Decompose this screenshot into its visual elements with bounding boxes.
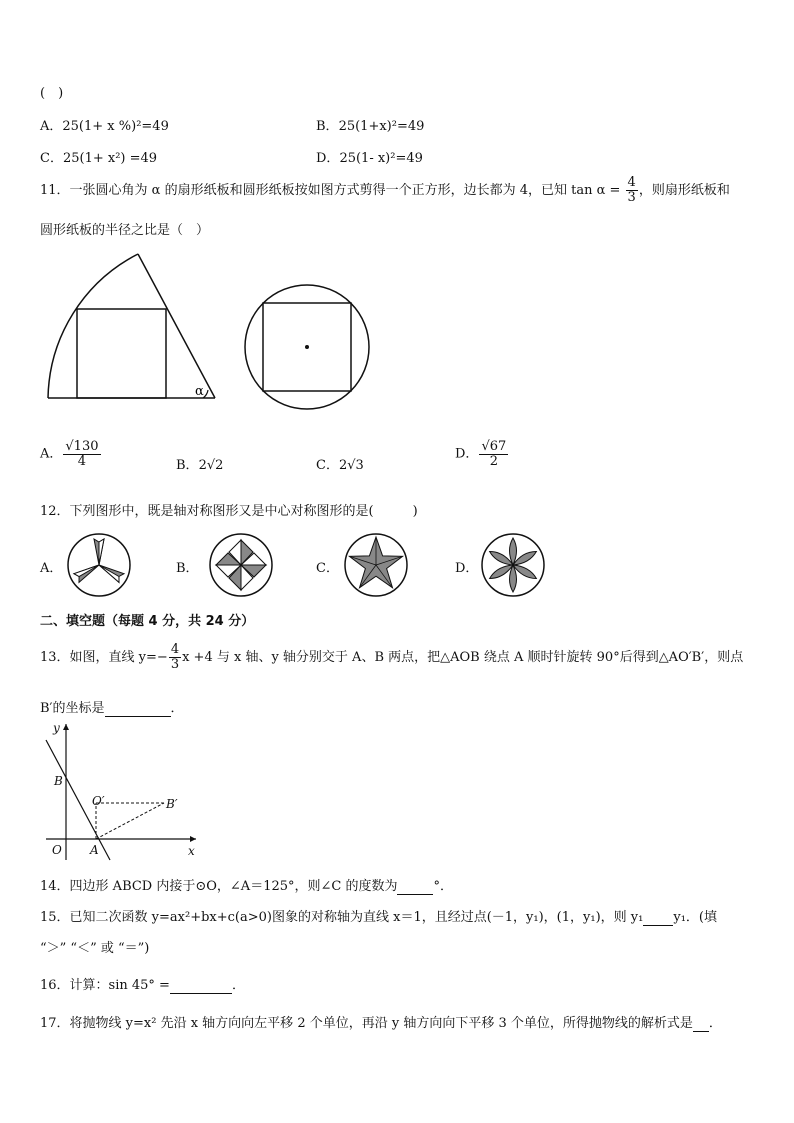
q14-answer-blank[interactable] <box>397 879 433 895</box>
q11-option-a: A． $\frac{√130}{4}$ <box>40 439 99 469</box>
alpha-label: α <box>195 384 204 399</box>
q12-option-a-label: A． <box>40 561 63 576</box>
q10-option-d: D．25(1- x)²=49 <box>316 151 423 166</box>
q17-stem: 17．将抛物线 y=x² 先沿 x 轴方向向左平移 2 个单位，再沿 y 轴方向向下平移 3 个单位，所得抛物线的解析式是 ． <box>40 1016 722 1031</box>
q11-option-c: C．2√3 <box>316 458 364 473</box>
q16-stem: 16．计算：sin 45° = ． <box>40 978 245 993</box>
q12-stem: 12．下列图形中，既是轴对称图形又是中心对称图形的是( ) <box>40 504 418 519</box>
q13-answer-blank[interactable] <box>105 701 171 717</box>
q15-stem-line2: “＞” “＜” 或 “＝”) <box>40 941 150 956</box>
q12-figure-a-tri-blade <box>66 532 132 598</box>
q12-option-c-label: C． <box>316 561 339 576</box>
q11-option-d: D． $\frac{√67}{2}$ <box>455 439 507 469</box>
q11-tan-fraction: $\frac{4}{3}$ <box>627 175 636 205</box>
q12-option-d-label: D． <box>455 561 479 576</box>
q11-option-b: B．2√2 <box>176 458 224 473</box>
q14-stem: 14．四边形 ABCD 内接于⊙O，∠A＝125°，则∠C 的度数为 °． <box>40 879 453 894</box>
q10-option-b: B．25(1+x)²=49 <box>316 119 425 134</box>
point-o-prime-label: O′ <box>92 794 105 808</box>
point-b-label: B <box>54 774 63 788</box>
q17-answer-blank[interactable] <box>693 1016 709 1032</box>
q10-bracket: ( ) <box>40 86 64 101</box>
q13-coordinate-figure <box>40 720 210 865</box>
sector-figure <box>40 248 270 408</box>
section-title-fill-in: 二、填空题（每题 4 分，共 24 分） <box>40 614 255 629</box>
q12-figure-c-star <box>343 532 409 598</box>
q13-stem-line1: 13．如图，直线 y=− $\frac{4}{3}$ x +4 与 x 轴、y 轴分别交于 A、B 两点，把△AOB 绕点 A 顺时针旋转 90°后得到△AO′B′，则点 <box>40 642 744 672</box>
y-axis-label: y <box>53 721 60 735</box>
q15-stem-line1: 15．已知二次函数 y=ax²+bx+c(a>0)图象的对称轴为直线 x＝1，且经过点(－1，y₁)，(1，y₁)，则 y₁ y₁．(填 <box>40 910 717 925</box>
circle-figure <box>243 283 373 413</box>
point-a-label: A <box>90 843 99 857</box>
point-b-prime-label: B′ <box>166 797 178 811</box>
q10-option-a: A．25(1+ x %)²=49 <box>40 119 169 134</box>
q11-stem-line2: 圆形纸板的半径之比是（ ） <box>40 223 210 238</box>
q11-stem-line1: 11．一张圆心角为 α 的扇形纸板和圆形纸板按如图方式剪得一个正方形，边长都为 4，已知 tan α = $\frac{4}{3}$ ，则扇形纸板和 <box>40 175 730 205</box>
x-axis-label: x <box>188 844 195 858</box>
q10-option-c: C．25(1+ x²) =49 <box>40 151 158 166</box>
q13-stem-line2: B′的坐标是 ． <box>40 701 184 716</box>
q16-answer-blank[interactable] <box>170 978 232 994</box>
q15-answer-blank[interactable] <box>643 910 673 926</box>
q12-figure-d-flower <box>480 532 546 598</box>
origin-label: O <box>52 843 62 857</box>
q12-figure-b-pinwheel <box>208 532 274 598</box>
q12-option-b-label: B． <box>176 561 199 576</box>
